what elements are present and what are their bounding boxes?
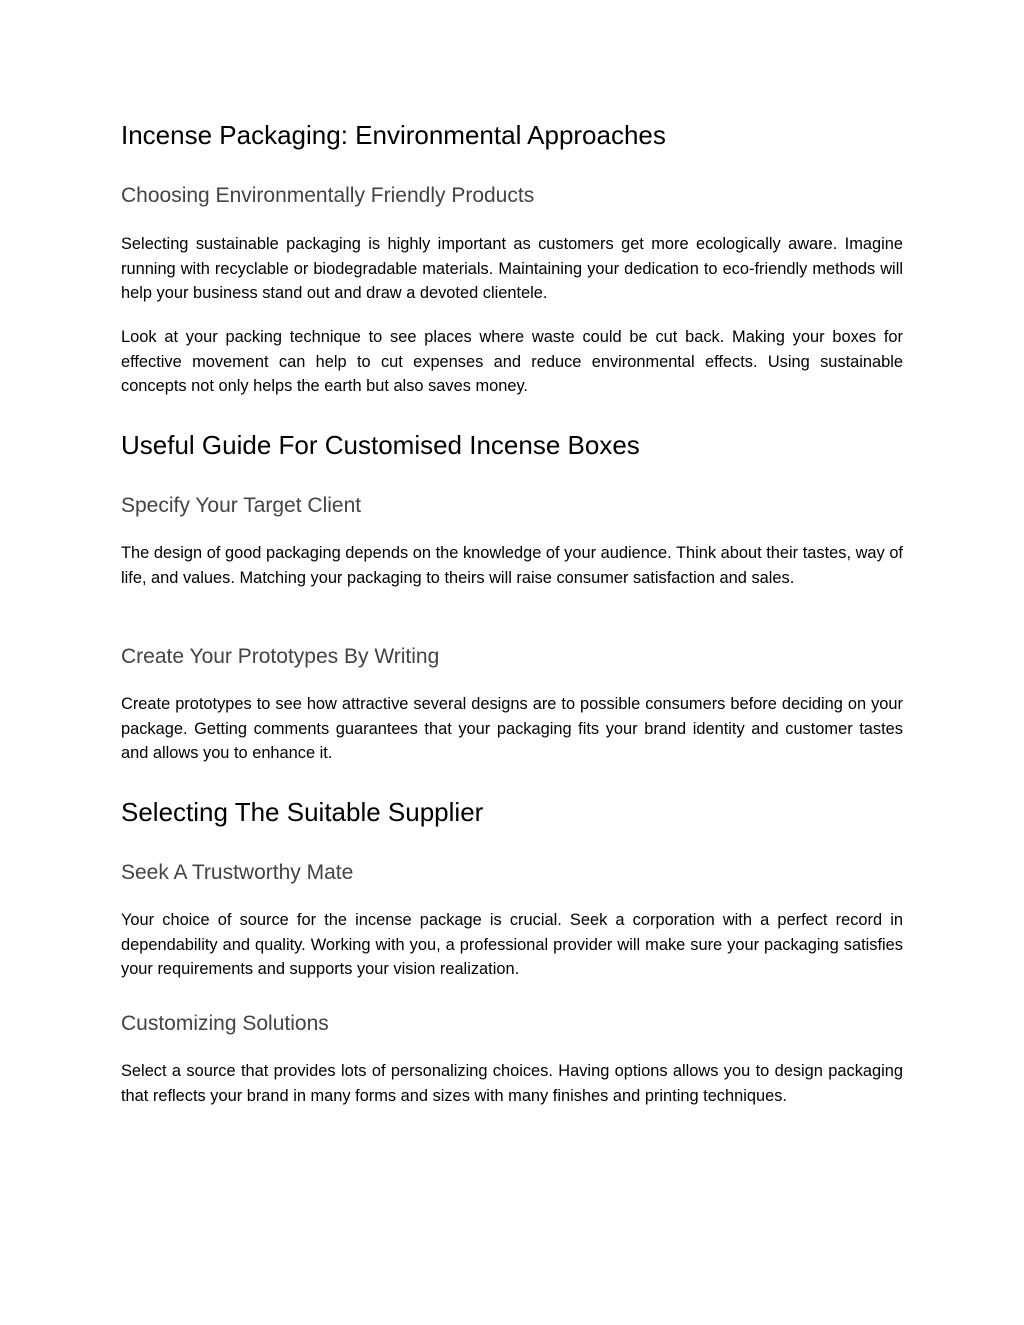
section-heading: Useful Guide For Customised Incense Boxes [121, 430, 640, 460]
paragraph: Your choice of source for the incense package is crucial. Seek a corporation with a perfect record in dependability and quality. Working with you, a professional provider will make sure your packaging satisfies your requirements and supports your vision realization. [121, 911, 903, 979]
paragraph: Selecting sustainable packaging is highly important as customers get more ecologically aware. Imagine running with recyclable or biodegradable materials. Maintaining your dedication to eco-friendly methods will help your business stand out and draw a devoted clientele. [121, 235, 903, 303]
paragraph: Look at your packing technique to see places where waste could be cut back. Making your boxes for effective movement can help to cut expenses and reduce environmental effects. Using sustainable concepts not only helps the earth but also saves money. [121, 328, 903, 396]
paragraph: Create prototypes to see how attractive several designs are to possible consumers before deciding on your package. Getting comments guarantees that your packaging fits your brand identity and customer tastes and allows you to enhance it. [121, 695, 903, 763]
subsection-heading: Create Your Prototypes By Writing [121, 645, 440, 668]
section-heading: Selecting The Suitable Supplier [121, 797, 484, 827]
subsection-heading: Seek A Trustworthy Mate [121, 861, 354, 884]
paragraph: The design of good packaging depends on the knowledge of your audience. Think about their tastes, way of life, and values. Matching your packaging to theirs will raise consumer satisfaction and sales. [121, 544, 903, 587]
subsection-heading: Choosing Environmentally Friendly Products [121, 184, 535, 207]
subsection-heading: Specify Your Target Client [121, 494, 362, 517]
subsection-heading: Customizing Solutions [121, 1012, 329, 1035]
paragraph: Select a source that provides lots of personalizing choices. Having options allows you to design packaging that reflects your brand in many forms and sizes with many finishes and printing techniques. [121, 1062, 903, 1105]
section-heading: Incense Packaging: Environmental Approaches [121, 120, 666, 150]
